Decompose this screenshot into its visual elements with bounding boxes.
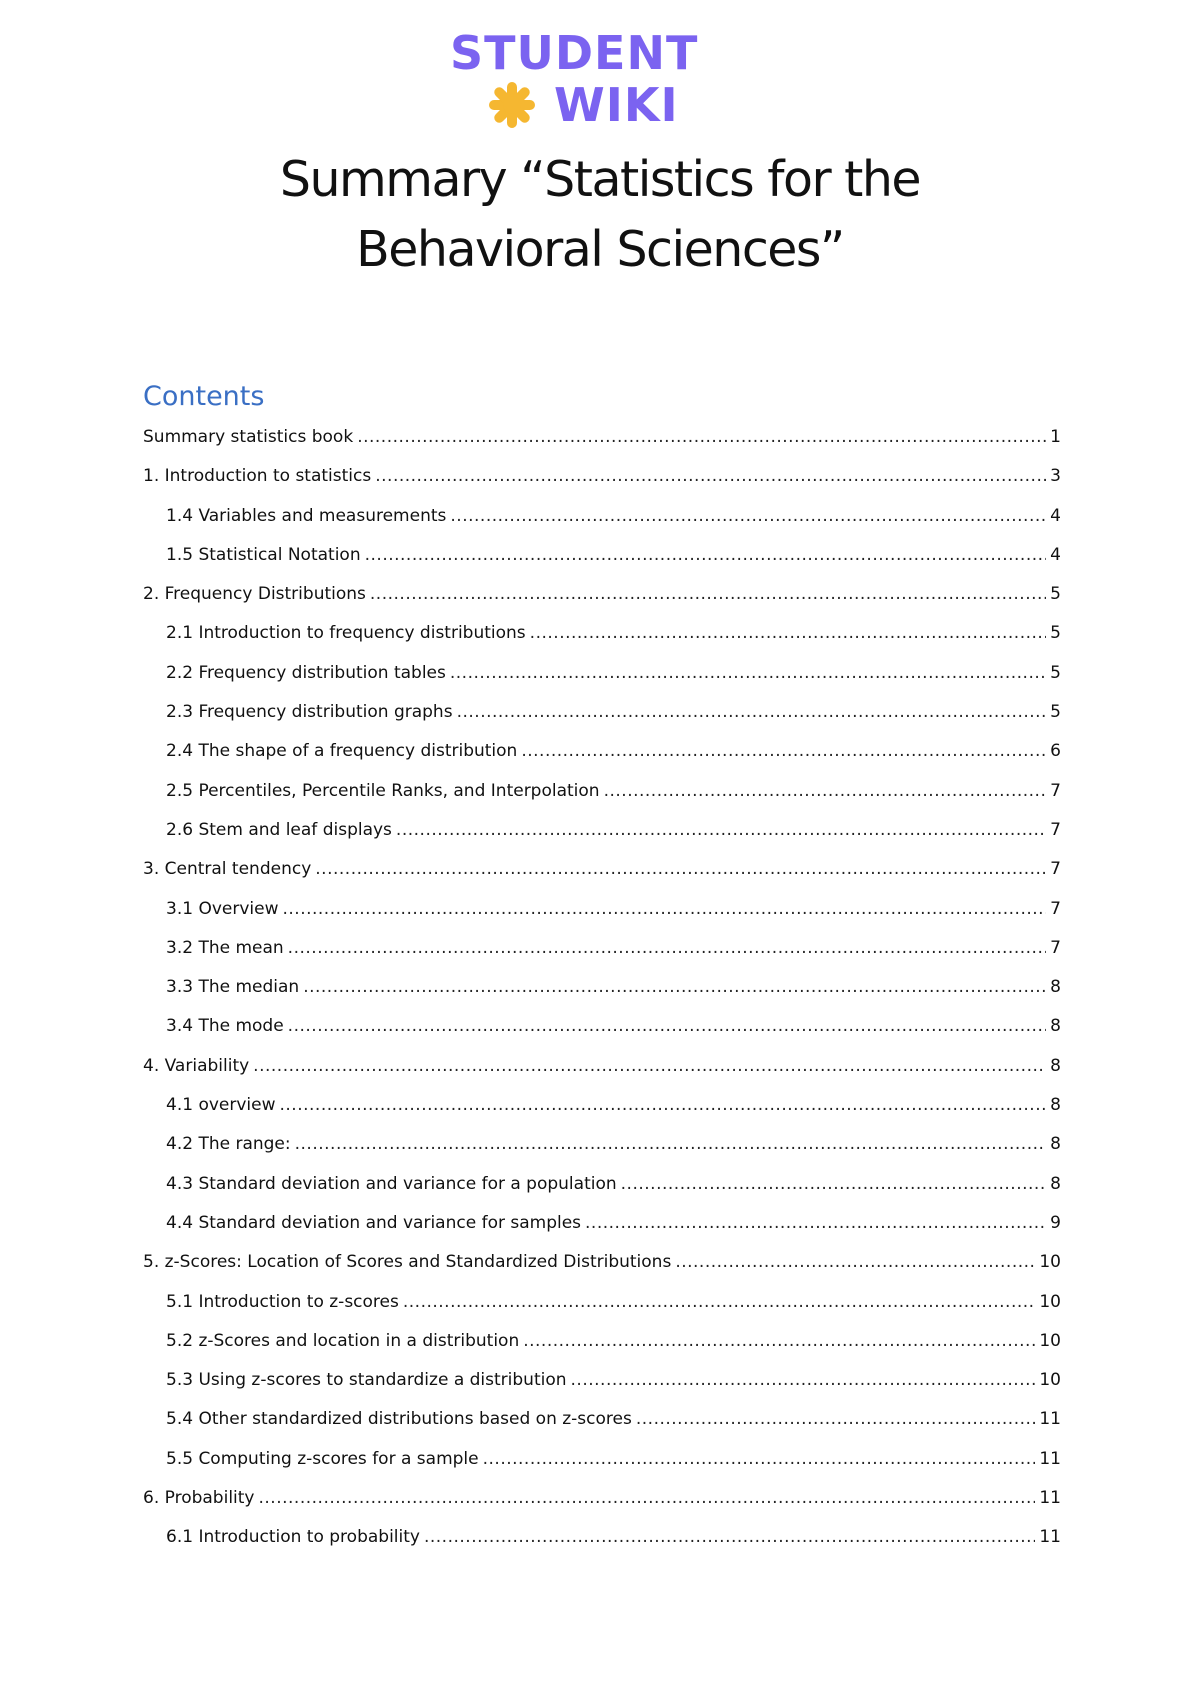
toc-entry[interactable] xyxy=(143,542,1061,581)
toc-entry[interactable] xyxy=(143,699,1061,738)
toc-leader-dots xyxy=(282,896,1046,922)
toc-entry-page: 10 xyxy=(1039,1252,1061,1273)
toc-entry-page: 8 xyxy=(1050,1134,1061,1155)
toc-entry-title: 5.1 Introduction to z-scores xyxy=(166,1291,399,1312)
toc-leader-dots xyxy=(357,424,1046,450)
toc-entry-title: 5.4 Other standardized distributions based on z-scores xyxy=(166,1409,632,1430)
toc-entry-page: 5 xyxy=(1050,623,1061,644)
student-wiki-logo xyxy=(450,26,710,132)
toc-entry-title: 3.4 The mode xyxy=(166,1016,284,1037)
toc-entry-page: 7 xyxy=(1050,898,1061,919)
toc-entry-page: 8 xyxy=(1050,1095,1061,1116)
toc-leader-dots xyxy=(396,817,1046,843)
toc-entry-title: 4. Variability xyxy=(143,1055,250,1076)
toc-entry[interactable] xyxy=(143,581,1061,620)
toc-entry[interactable] xyxy=(143,1446,1061,1485)
toc-entry-page: 6 xyxy=(1050,741,1061,762)
toc-leader-dots xyxy=(450,660,1046,686)
toc-entry[interactable] xyxy=(143,1053,1061,1092)
toc-entry-title: 5.5 Computing z-scores for a sample xyxy=(166,1448,479,1469)
toc-leader-dots xyxy=(636,1406,1036,1432)
toc-leader-dots xyxy=(259,1485,1036,1511)
toc-entry[interactable] xyxy=(143,503,1061,542)
toc-entry-page: 8 xyxy=(1050,1016,1061,1037)
toc-leader-dots xyxy=(403,1289,1036,1315)
toc-leader-dots xyxy=(530,620,1047,646)
toc-entry-title: 1. Introduction to statistics xyxy=(143,466,372,487)
toc-entry-page: 10 xyxy=(1039,1330,1061,1351)
toc-entry-page: 3 xyxy=(1050,466,1061,487)
toc-entry-page: 7 xyxy=(1050,859,1061,880)
toc-entry-title: 3.1 Overview xyxy=(166,898,279,919)
toc-entry[interactable] xyxy=(143,1367,1061,1406)
toc-heading: Contents xyxy=(143,381,265,412)
toc-leader-dots xyxy=(483,1446,1036,1472)
toc-leader-dots xyxy=(585,1210,1046,1236)
toc-entry[interactable] xyxy=(143,1131,1061,1170)
toc-leader-dots xyxy=(521,738,1046,764)
toc-entry[interactable] xyxy=(143,620,1061,659)
toc-entry[interactable] xyxy=(143,463,1061,502)
toc-leader-dots xyxy=(523,1328,1035,1354)
toc-entry-title: 3.2 The mean xyxy=(166,937,284,958)
toc-entry-title: 2.4 The shape of a frequency distribution xyxy=(166,741,518,762)
toc-leader-dots xyxy=(288,1013,1047,1039)
toc-entry[interactable] xyxy=(143,974,1061,1013)
toc-entry-page: 4 xyxy=(1050,544,1061,565)
toc-entry-title: Summary statistics book xyxy=(143,427,354,447)
toc-entry-page: 8 xyxy=(1050,977,1061,998)
toc-entry[interactable] xyxy=(143,817,1061,856)
toc-entry[interactable] xyxy=(143,1406,1061,1445)
toc-entry-page: 11 xyxy=(1039,1527,1061,1548)
toc-leader-dots xyxy=(303,974,1046,1000)
toc-entry[interactable] xyxy=(143,424,1061,463)
toc-entry-title: 2.6 Stem and leaf displays xyxy=(166,819,392,840)
toc-entry-page: 4 xyxy=(1050,505,1061,526)
toc-entry-title: 4.4 Standard deviation and variance for samples xyxy=(166,1212,582,1233)
toc-entry-title: 4.1 overview xyxy=(166,1095,276,1116)
toc-entry-title: 3. Central tendency xyxy=(143,859,312,880)
toc-entry-page: 11 xyxy=(1039,1448,1061,1469)
document-title-line-2: Behavioral Sciences” xyxy=(356,221,844,278)
toc-entry[interactable] xyxy=(143,1092,1061,1131)
toc-leader-dots xyxy=(295,1131,1047,1157)
toc-entry-page: 7 xyxy=(1050,937,1061,958)
toc-entry-title: 2.1 Introduction to frequency distributions xyxy=(166,623,526,644)
toc-entry[interactable] xyxy=(143,738,1061,777)
toc-entry-title: 5. z-Scores: Location of Scores and Standardized Distributions xyxy=(143,1252,672,1273)
toc-entry-page: 5 xyxy=(1050,662,1061,683)
document-title xyxy=(0,145,1200,285)
toc-entry[interactable] xyxy=(143,1485,1061,1524)
toc-entry-title: 3.3 The median xyxy=(166,977,300,998)
toc-leader-dots xyxy=(621,1171,1047,1197)
toc-entry-title: 6.1 Introduction to probability xyxy=(166,1527,420,1548)
toc-entry-page: 9 xyxy=(1050,1212,1061,1233)
toc-entry-title: 2.3 Frequency distribution graphs xyxy=(166,702,453,723)
toc-entry[interactable] xyxy=(143,935,1061,974)
table-of-contents xyxy=(143,424,1061,1564)
toc-entry-title: 2. Frequency Distributions xyxy=(143,584,366,605)
toc-entry[interactable] xyxy=(143,1210,1061,1249)
toc-leader-dots xyxy=(450,503,1046,529)
toc-entry-page: 1 xyxy=(1050,427,1061,447)
toc-entry-page: 11 xyxy=(1039,1409,1061,1430)
asterisk-star-icon xyxy=(488,81,536,129)
toc-entry[interactable] xyxy=(143,1289,1061,1328)
toc-entry-page: 8 xyxy=(1050,1055,1061,1076)
toc-entry-title: 5.3 Using z-scores to standardize a distribution xyxy=(166,1370,567,1391)
toc-entry-page: 10 xyxy=(1039,1291,1061,1312)
toc-leader-dots xyxy=(675,1249,1035,1275)
toc-entry-title: 6. Probability xyxy=(143,1488,255,1509)
toc-entry-title: 1.4 Variables and measurements xyxy=(166,505,447,526)
toc-entry-page: 5 xyxy=(1050,702,1061,723)
toc-leader-dots xyxy=(424,1524,1035,1550)
toc-entry-page: 7 xyxy=(1050,819,1061,840)
toc-entry[interactable] xyxy=(143,1249,1061,1288)
logo-text-wiki: WIKI xyxy=(554,78,679,132)
toc-entry[interactable] xyxy=(143,660,1061,699)
toc-leader-dots xyxy=(571,1367,1036,1393)
toc-entry-title: 2.5 Percentiles, Percentile Ranks, and Interpolation xyxy=(166,780,600,801)
toc-entry-page: 7 xyxy=(1050,780,1061,801)
logo-text-student: STUDENT xyxy=(450,26,699,80)
toc-entry[interactable] xyxy=(143,1524,1061,1563)
toc-entry-page: 11 xyxy=(1039,1488,1061,1509)
toc-entry[interactable] xyxy=(143,856,1061,895)
document-title-line-1: Summary “Statistics for the xyxy=(279,151,921,208)
toc-entry[interactable] xyxy=(143,1328,1061,1367)
toc-leader-dots xyxy=(288,935,1047,961)
toc-leader-dots xyxy=(315,856,1046,882)
toc-leader-dots xyxy=(375,463,1046,489)
toc-entry-page: 5 xyxy=(1050,584,1061,605)
toc-entry-title: 2.2 Frequency distribution tables xyxy=(166,662,446,683)
toc-entry[interactable] xyxy=(143,778,1061,817)
toc-leader-dots xyxy=(604,778,1047,804)
toc-leader-dots xyxy=(365,542,1047,568)
toc-leader-dots xyxy=(280,1092,1047,1118)
toc-entry-title: 5.2 z-Scores and location in a distribution xyxy=(166,1330,520,1351)
logo-line-wiki xyxy=(450,80,679,130)
toc-leader-dots xyxy=(370,581,1046,607)
toc-entry[interactable] xyxy=(143,896,1061,935)
toc-entry-page: 10 xyxy=(1039,1370,1061,1391)
toc-leader-dots xyxy=(253,1053,1046,1079)
toc-entry-title: 4.2 The range: xyxy=(166,1134,291,1155)
toc-entry-title: 4.3 Standard deviation and variance for a population xyxy=(166,1173,617,1194)
toc-entry-title: 1.5 Statistical Notation xyxy=(166,544,361,565)
toc-leader-dots xyxy=(457,699,1047,725)
toc-entry[interactable] xyxy=(143,1013,1061,1052)
toc-entry[interactable] xyxy=(143,1171,1061,1210)
toc-entry-page: 8 xyxy=(1050,1173,1061,1194)
